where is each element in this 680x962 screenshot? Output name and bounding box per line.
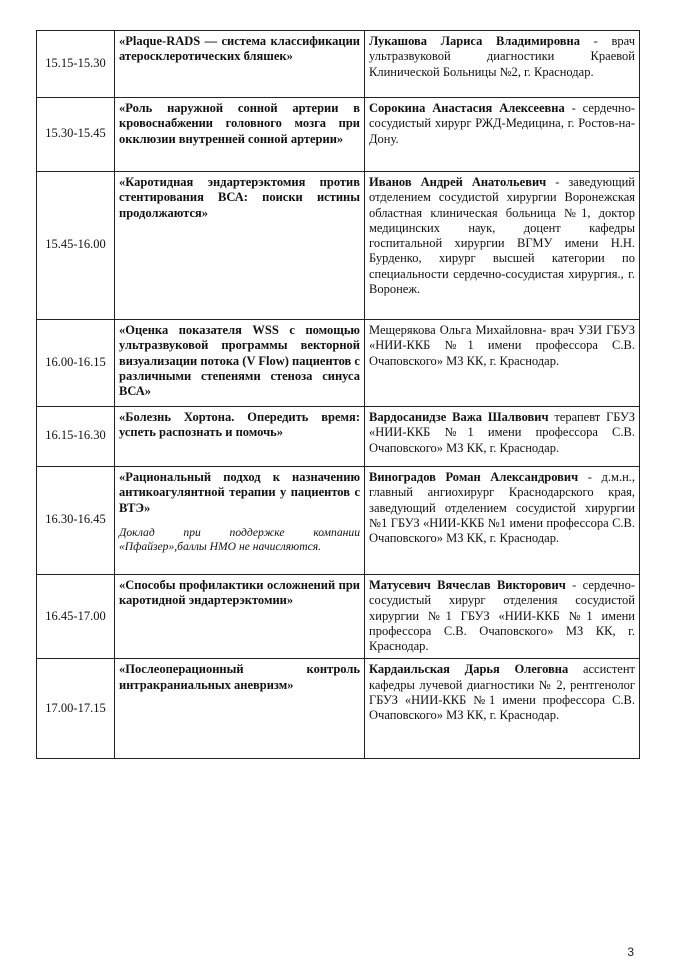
- talk-cell: [115, 407, 365, 467]
- speaker-name: Лукашова Лариса Владимировна: [369, 34, 580, 48]
- time-cell: 17.00-17.15: [37, 659, 115, 759]
- talk-title: «Каротидная эндартерэктомия против стентирования ВСА: поиски истины продолжаются»: [119, 175, 360, 220]
- talk-title: «Plaque-RADS — система классификации атеросклеротических бляшек»: [119, 34, 360, 64]
- speaker-info: - врач ультразвуковой диагностики Краевой Клинической Больницы №2, г. Краснодар.: [369, 34, 635, 79]
- talk-title: «Послеоперационный контроль интракраниальных аневризм»: [119, 662, 360, 692]
- speaker-cell: [365, 575, 640, 659]
- page-number: 3: [627, 945, 634, 959]
- speaker-name: Вардосанидзе Важа Шалвович: [369, 410, 549, 424]
- time-cell: 16.45-17.00: [37, 575, 115, 659]
- schedule-row: [37, 172, 640, 320]
- speaker-info: - сердечно-сосудистый хирург отделения сосудистой хирургии №1 ГБУЗ «НИИ-ККБ №1 имени профессора С.В. Очаповского» МЗ КК, г. Краснодар.: [369, 578, 636, 654]
- talk-cell: [115, 31, 365, 98]
- speaker-cell: [365, 172, 640, 320]
- talk-cell: [115, 320, 365, 407]
- schedule-row: [37, 31, 640, 98]
- speaker-name: Кардаильская Дарья Олеговна: [369, 662, 569, 677]
- speaker-cell: [365, 467, 640, 575]
- time-cell: 16.00-16.15: [37, 320, 115, 407]
- speaker-cell: [365, 31, 640, 98]
- schedule-row: [37, 575, 640, 659]
- speaker-cell: [365, 320, 640, 407]
- talk-title: «Болезнь Хортона. Опередить время: успеть распознать и помочь»: [119, 410, 360, 440]
- time-cell: 15.45-16.00: [37, 172, 115, 320]
- talk-cell: [115, 172, 365, 320]
- time-cell: 15.30-15.45: [37, 98, 115, 172]
- time-cell: 16.15-16.30: [37, 407, 115, 467]
- speaker-info: - д.м.н., главный ангиохирург Краснодарского края, заведующий отделением сосудистой хирургии №1 ГБУЗ «НИИ-ККБ №1 имени профессора С.В. Очаповского» МЗ КК, г. Краснодар.: [369, 470, 636, 546]
- schedule-table: [36, 30, 640, 759]
- schedule-row: [37, 659, 640, 759]
- talk-title: «Способы профилактики осложнений при каротидной эндартерэктомии»: [119, 578, 360, 608]
- talk-title: «Роль наружной сонной артерии в кровоснабжении головного мозга при окклюзии внутренней сонной артерии»: [119, 101, 360, 146]
- time-cell: 16.30-16.45: [37, 467, 115, 575]
- talk-cell: [115, 467, 365, 575]
- speaker-info: терапевт ГБУЗ «НИИ-ККБ №1 имени профессора С.В. Очаповского» МЗ КК, г. Краснодар.: [369, 410, 635, 455]
- talk-title: «Рациональный подход к назначению антикоагулянтной терапии у пациентов с ВТЭ»: [119, 470, 360, 515]
- talk-cell: [115, 575, 365, 659]
- schedule-row: [37, 467, 640, 575]
- talk-title: «Оценка показателя WSS с помощью ультразвуковой программы векторной визуализации потока (V Flow) пациентов с различными степенями стеноза синуса ВСА»: [119, 323, 360, 399]
- speaker-info: - сердечно-сосудистый хирург РЖД-Медицина, г. Ростов-на-Дону.: [369, 101, 635, 146]
- speaker-cell: [365, 407, 640, 467]
- talk-note: Доклад при поддержке компании «Пфайзер»,баллы НМО не начисляются.: [119, 525, 360, 554]
- speaker-name: Виноградов Роман Александрович: [369, 470, 579, 484]
- talk-cell: [115, 98, 365, 172]
- schedule-row: [37, 320, 640, 407]
- talk-cell: [115, 659, 365, 759]
- schedule-row: [37, 98, 640, 172]
- schedule-row: [37, 407, 640, 467]
- speaker-info: - заведующий отделением сосудистой хирургии Воронежская областная клиническая больница №1, доктор медицинских наук, доцент кафедры госпитальной хирургии ВГМУ имени Н.Н. Бурденко, хирург высшей категории по специальности сердечно-сосудистая хирургия., г. Воронеж.: [369, 175, 635, 297]
- time-cell: 15.15-15.30: [37, 31, 115, 98]
- speaker-name: Матусевич Вячеслав Викторович: [369, 578, 566, 592]
- schedule-body: [37, 31, 640, 759]
- speaker-cell: [365, 98, 640, 172]
- speaker-cell: [365, 659, 640, 759]
- speaker-name: Иванов Андрей Анатольевич: [369, 175, 547, 189]
- speaker-info: ассистент кафедры лучевой диагностики № 2, рентгенолог ГБУЗ «НИИ-ККБ №1 имени профессора С.В. Очаповского» МЗ КК, г. Краснодар.: [369, 662, 636, 723]
- speaker-name: Сорокина Анастасия Алексеевна: [369, 101, 565, 115]
- speaker-info: Мещерякова Ольга Михайловна- врач УЗИ ГБУЗ «НИИ-ККБ №1 имени профессора С.В. Очаповского» МЗ КК, г. Краснодар.: [369, 323, 635, 368]
